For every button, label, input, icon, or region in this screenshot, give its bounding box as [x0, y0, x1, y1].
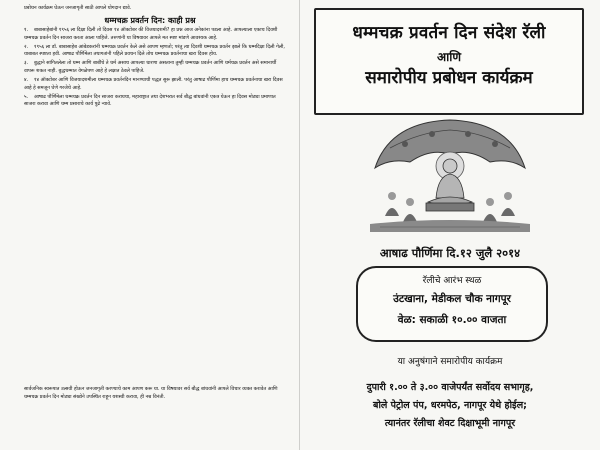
program-line-3: त्यानंतर रॅलीचा शेवट दिक्षाभूमी नागपूर	[384, 418, 516, 429]
rally-time: वेळ: सकाळी १०.०० वाजता	[397, 314, 507, 326]
event-date: आषाढ पौर्णिमा दि.१२ जुलै २०१४	[379, 246, 521, 260]
program-line-1: दुपारी १.०० ते ३.०० वाजेपर्यंत सर्वोदय सभागृह,	[366, 382, 534, 393]
program-heading: या अनुषंगाने समारोपीय कार्यक्रम	[397, 357, 503, 367]
rally-box	[356, 266, 548, 342]
question-number: ३.	[24, 60, 29, 67]
title-line-1: धम्मचक्र प्रवर्तन दिन संदेश रॅली	[352, 23, 546, 43]
title-box	[314, 8, 584, 115]
question-item	[24, 60, 286, 75]
right-page	[300, 0, 600, 450]
question-number: ४.	[24, 77, 29, 84]
question-item	[24, 44, 286, 59]
question-item	[24, 77, 286, 92]
title-line-2: आणि	[436, 50, 462, 64]
rally-place: उंटखाना, मेडीकल चौक नागपूर	[393, 293, 511, 305]
intro-text: प्रबोधन कार्यक्रम घेऊन जनजागृती साठी आपले योगदान द्यावे.	[24, 5, 132, 11]
question-item	[24, 94, 286, 109]
buddha-illustration	[370, 118, 530, 232]
rally-heading: रॅलीचे आरंभ स्थळ	[422, 276, 482, 286]
question-item	[24, 27, 286, 42]
question-text: बुद्धाने सांगितलेला तो धम्म आणि बाबींचे ते धर्म असाच आपल्या धारणा असताना तुम्ही धम्मचक्र प्रवर्तन आणि धर्मचक्र प्रवर्तन असे समानार्थी वापरू शकत नाही. बुद्धधम्मात वेगळेपण आहे हे लक्षात ठेवले पाहिजे.	[24, 60, 277, 74]
closing-text	[24, 386, 286, 401]
title-line-3: समारोपीय प्रबोधन कार्यक्रम	[365, 68, 533, 88]
question-number: १.	[24, 27, 29, 33]
question-number: २.	[24, 43, 29, 50]
question-text: १४ ऑक्टोबर आणि विजयादशमीला धम्मचक्र प्रवर्तनदिन मानण्याची पद्धत सुरू झाली. परंतु आषाढ पौर्णिमा हाच धम्मचक्र प्रवर्तनाचा खरा दिवस आहे हे समजून घेणे गरजेचे आहे.	[24, 77, 283, 91]
question-text: आषाढ पौर्णिमेला धम्मचक्र प्रवर्तन दिन साजरा करायचा, महाराष्ट्रात तथा देशभरात सर्व बौद्ध बांधवांनी एकत्र येऊन हा दिवस मोठ्या प्रमाणात साजरा करावा आणि धम्म प्रसाराचे कार्य पुढे न्यावे.	[24, 93, 276, 108]
question-number: ५.	[24, 93, 29, 100]
question-text: १९५६ ला डॉ. बाबासाहेब आंबेडकरांनी धम्मचक्र प्रवर्तन केले असे आपण म्हणतो; परंतु त्या दिवशी धम्मचक्र प्रवर्तन झाले कि धम्मदिक्षा दिली गेली, याबाबत स्पष्टता हवी. आषाढ पौर्णिमेला तथागतांनी पहिले प्रवचन दिले तोच धम्मचक्र प्रवर्तनाचा खरा दिवस होय.	[24, 43, 285, 58]
closing-paragraph: सार्वजनिक स्वरूपात उत्सवी होऊन जनजागृती करण्याचे काम आपण करू या. या विषयावर सर्व बौद्ध बांधवांनी आपले विचार व्यक्त करावेत आणि धम्मचक्र प्रवर्तन दिन मोठ्या संख्येने उपस्थित राहून यशस्वी करावा, ही नम्र विनंती.	[24, 386, 278, 400]
program-line-2: बोले पेट्रोल पंप, धरमपेठ, नागपूर येथे होईल;	[373, 400, 527, 411]
question-text: बाबासाहेबांनी १९५६ ला दिक्षा दिली तो दिवस १४ ऑक्टोबर की विजयादशमी? हा प्रश्न आज अनेकांना पडला आहे. आपल्याला एकाच दिवशी धम्मचक्र प्रवर्तन दिन साजरा करता आला पाहिजे. तरुणांनी या विषयावर आपले मत स्पष्ट मांडणे आवश्यक आहे.	[24, 27, 278, 41]
question-list	[24, 27, 286, 110]
questions-heading: धम्मचक्र प्रवर्तन दिन: काही प्रश्न	[104, 16, 196, 25]
